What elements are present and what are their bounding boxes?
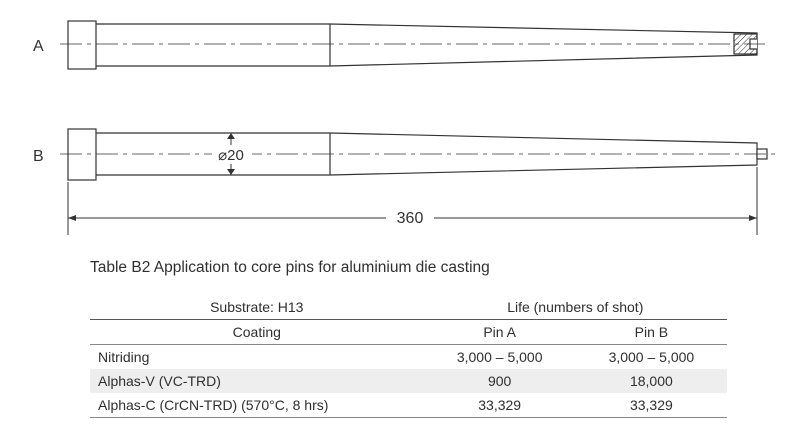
pin-a-head bbox=[68, 21, 96, 69]
pin-b bbox=[68, 129, 767, 180]
pin-b-header: Pin B bbox=[634, 324, 669, 340]
table-row bbox=[90, 369, 727, 393]
substrate-header: Substrate: H13 bbox=[210, 299, 304, 315]
coating-cell: Alphas-V (VC-TRD) bbox=[90, 369, 424, 393]
pin-a-shank bbox=[96, 24, 757, 66]
table-subheader-row bbox=[90, 320, 727, 345]
coating-cell: Nitriding bbox=[98, 349, 150, 365]
length-label: 360 bbox=[396, 210, 424, 227]
pin-b-cell: 3,000 – 5,000 bbox=[608, 349, 695, 365]
table-caption: Table B2 Application to core pins for aluminium die casting bbox=[90, 259, 490, 276]
table-header-row bbox=[90, 295, 727, 320]
pin-a bbox=[68, 21, 757, 69]
pin-a-header: Pin A bbox=[483, 324, 517, 340]
coating-cell: Alphas-C (CrCN-TRD) (570°C, 8 hrs) bbox=[98, 397, 329, 413]
pin-b-label: B bbox=[33, 148, 44, 165]
pin-b-cell: 18,000 bbox=[576, 369, 727, 393]
life-header: Life (numbers of shot) bbox=[507, 299, 644, 315]
diameter-label: ⌀20 bbox=[218, 147, 244, 164]
table-row bbox=[90, 393, 727, 418]
pin-b-cell: 33,329 bbox=[629, 397, 673, 413]
pin-a-label: A bbox=[33, 38, 44, 55]
table-row bbox=[90, 345, 727, 370]
coating-header: Coating bbox=[232, 324, 281, 340]
pin-b-head bbox=[68, 129, 96, 180]
pin-a-cell: 3,000 – 5,000 bbox=[456, 349, 543, 365]
core-pin-life-table bbox=[90, 295, 727, 418]
pin-a-cell: 900 bbox=[424, 369, 576, 393]
pin-a-cell: 33,329 bbox=[478, 397, 522, 413]
